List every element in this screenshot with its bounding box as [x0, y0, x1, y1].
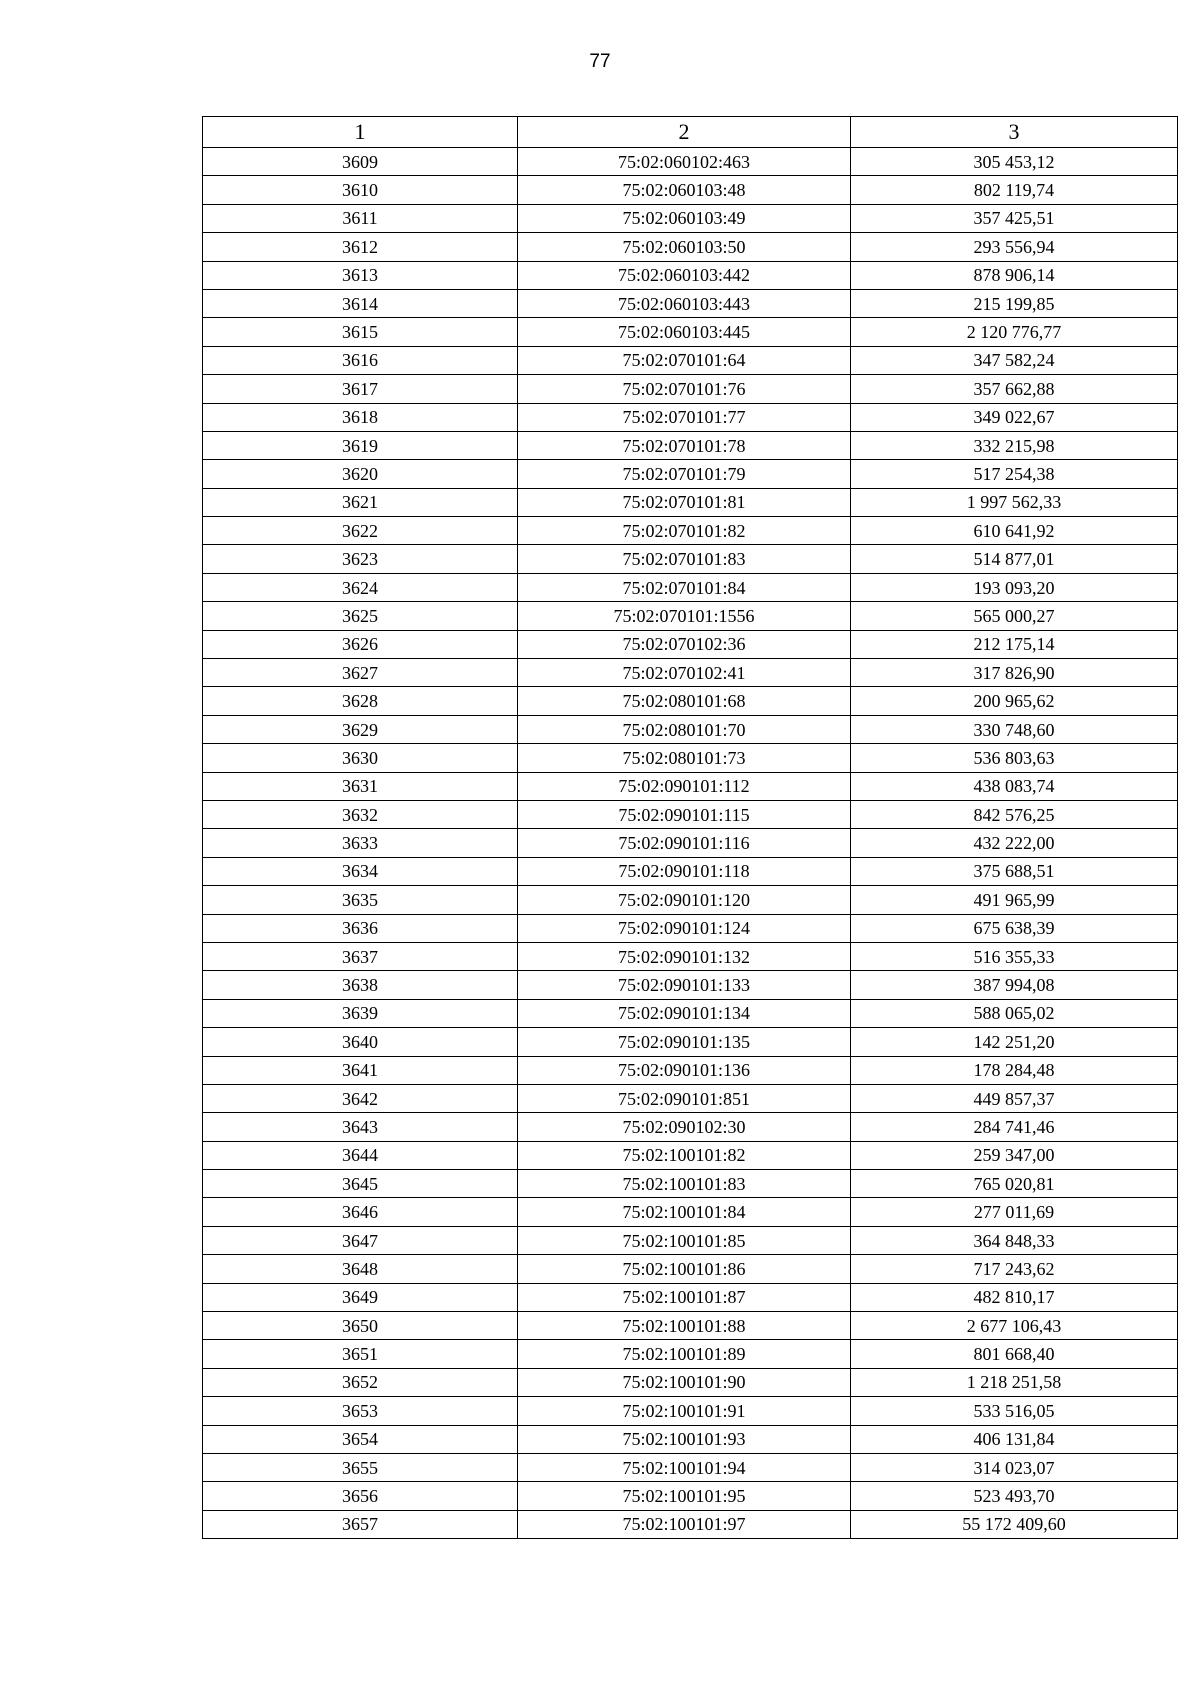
value-cell: 482 810,17 [851, 1283, 1178, 1311]
cadastral-number-cell: 75:02:070101:83 [518, 545, 851, 573]
cadastral-number-cell: 75:02:100101:90 [518, 1368, 851, 1396]
row-number-cell: 3645 [203, 1170, 518, 1198]
cadastral-number-cell: 75:02:070101:81 [518, 488, 851, 516]
table-body [203, 148, 1178, 1539]
table-row [203, 346, 1178, 374]
cadastral-number-cell: 75:02:100101:95 [518, 1482, 851, 1510]
value-cell: 432 222,00 [851, 829, 1178, 857]
table-row [203, 886, 1178, 914]
cadastral-number-cell: 75:02:100101:89 [518, 1340, 851, 1368]
value-cell: 765 020,81 [851, 1170, 1178, 1198]
value-cell: 212 175,14 [851, 630, 1178, 658]
value-cell: 878 906,14 [851, 261, 1178, 289]
row-number-cell: 3625 [203, 602, 518, 630]
table-row [203, 602, 1178, 630]
table-row [203, 1425, 1178, 1453]
table-row [203, 1312, 1178, 1340]
value-cell: 215 199,85 [851, 289, 1178, 317]
value-cell: 142 251,20 [851, 1028, 1178, 1056]
row-number-cell: 3626 [203, 630, 518, 658]
value-cell: 1 218 251,58 [851, 1368, 1178, 1396]
value-cell: 516 355,33 [851, 942, 1178, 970]
table-row [203, 460, 1178, 488]
row-number-cell: 3621 [203, 488, 518, 516]
table-row [203, 1028, 1178, 1056]
row-number-cell: 3630 [203, 744, 518, 772]
table-row [203, 204, 1178, 232]
cadastral-number-cell: 75:02:080101:68 [518, 687, 851, 715]
table-row [203, 1170, 1178, 1198]
table-row [203, 148, 1178, 176]
table-row [203, 233, 1178, 261]
table-row [203, 914, 1178, 942]
table-row [203, 261, 1178, 289]
cadastral-number-cell: 75:02:090101:132 [518, 942, 851, 970]
table-row [203, 431, 1178, 459]
table-row [203, 517, 1178, 545]
value-cell: 533 516,05 [851, 1397, 1178, 1425]
row-number-cell: 3640 [203, 1028, 518, 1056]
table-row [203, 403, 1178, 431]
cadastral-number-cell: 75:02:090101:136 [518, 1056, 851, 1084]
cadastral-number-cell: 75:02:090101:116 [518, 829, 851, 857]
cadastral-number-cell: 75:02:060103:443 [518, 289, 851, 317]
table-row [203, 800, 1178, 828]
cadastral-number-cell: 75:02:080101:70 [518, 715, 851, 743]
cadastral-number-cell: 75:02:070101:64 [518, 346, 851, 374]
table-row [203, 1368, 1178, 1396]
row-number-cell: 3639 [203, 999, 518, 1027]
cadastral-number-cell: 75:02:070101:82 [518, 517, 851, 545]
value-cell: 588 065,02 [851, 999, 1178, 1027]
value-cell: 565 000,27 [851, 602, 1178, 630]
cadastral-number-cell: 75:02:070101:84 [518, 573, 851, 601]
value-cell: 293 556,94 [851, 233, 1178, 261]
cadastral-number-cell: 75:02:070101:79 [518, 460, 851, 488]
cadastral-number-cell: 75:02:100101:84 [518, 1198, 851, 1226]
value-cell: 523 493,70 [851, 1482, 1178, 1510]
cadastral-number-cell: 75:02:060103:49 [518, 204, 851, 232]
row-number-cell: 3609 [203, 148, 518, 176]
cadastral-number-cell: 75:02:090101:120 [518, 886, 851, 914]
table-row [203, 1056, 1178, 1084]
value-cell: 193 093,20 [851, 573, 1178, 601]
value-cell: 347 582,24 [851, 346, 1178, 374]
row-number-cell: 3637 [203, 942, 518, 970]
table-row [203, 772, 1178, 800]
cadastral-number-cell: 75:02:100101:87 [518, 1283, 851, 1311]
row-number-cell: 3617 [203, 375, 518, 403]
value-cell: 2 120 776,77 [851, 318, 1178, 346]
cadastral-number-cell: 75:02:100101:83 [518, 1170, 851, 1198]
row-number-cell: 3650 [203, 1312, 518, 1340]
header-row [203, 117, 1178, 148]
row-number-cell: 3647 [203, 1226, 518, 1254]
cadastral-number-cell: 75:02:100101:85 [518, 1226, 851, 1254]
cadastral-number-cell: 75:02:090101:134 [518, 999, 851, 1027]
table-row [203, 1283, 1178, 1311]
cadastral-number-cell: 75:02:090101:135 [518, 1028, 851, 1056]
value-cell: 357 662,88 [851, 375, 1178, 403]
row-number-cell: 3620 [203, 460, 518, 488]
value-cell: 349 022,67 [851, 403, 1178, 431]
cadastral-number-cell: 75:02:060103:442 [518, 261, 851, 289]
cadastral-number-cell: 75:02:090102:30 [518, 1113, 851, 1141]
table-row [203, 573, 1178, 601]
row-number-cell: 3642 [203, 1084, 518, 1112]
cadastral-number-cell: 75:02:060103:445 [518, 318, 851, 346]
row-number-cell: 3652 [203, 1368, 518, 1396]
cadastral-number-cell: 75:02:100101:93 [518, 1425, 851, 1453]
row-number-cell: 3631 [203, 772, 518, 800]
cadastral-number-cell: 75:02:100101:97 [518, 1510, 851, 1538]
row-number-cell: 3638 [203, 971, 518, 999]
value-cell: 200 965,62 [851, 687, 1178, 715]
row-number-cell: 3628 [203, 687, 518, 715]
value-cell: 517 254,38 [851, 460, 1178, 488]
table-row [203, 488, 1178, 516]
table-row [203, 715, 1178, 743]
cadastral-number-cell: 75:02:060103:50 [518, 233, 851, 261]
row-number-cell: 3646 [203, 1198, 518, 1226]
row-number-cell: 3653 [203, 1397, 518, 1425]
row-number-cell: 3654 [203, 1425, 518, 1453]
row-number-cell: 3634 [203, 857, 518, 885]
cadastral-number-cell: 75:02:070102:41 [518, 659, 851, 687]
cadastral-number-cell: 75:02:070102:36 [518, 630, 851, 658]
table-row [203, 829, 1178, 857]
table-row [203, 630, 1178, 658]
table-row [203, 1510, 1178, 1538]
cadastral-number-cell: 75:02:080101:73 [518, 744, 851, 772]
cadastral-number-cell: 75:02:100101:82 [518, 1141, 851, 1169]
cadastral-number-cell: 75:02:090101:115 [518, 800, 851, 828]
cadastral-number-cell: 75:02:100101:91 [518, 1397, 851, 1425]
value-cell: 332 215,98 [851, 431, 1178, 459]
value-cell: 438 083,74 [851, 772, 1178, 800]
row-number-cell: 3636 [203, 914, 518, 942]
value-cell: 675 638,39 [851, 914, 1178, 942]
row-number-cell: 3615 [203, 318, 518, 346]
cadastral-number-cell: 75:02:060102:463 [518, 148, 851, 176]
table-row [203, 999, 1178, 1027]
cadastral-number-cell: 75:02:090101:118 [518, 857, 851, 885]
table-row [203, 318, 1178, 346]
cadastral-number-cell: 75:02:090101:851 [518, 1084, 851, 1112]
row-number-cell: 3648 [203, 1255, 518, 1283]
value-cell: 1 997 562,33 [851, 488, 1178, 516]
cadastral-number-cell: 75:02:070101:77 [518, 403, 851, 431]
table-row [203, 1084, 1178, 1112]
value-cell: 314 023,07 [851, 1453, 1178, 1481]
value-cell: 364 848,33 [851, 1226, 1178, 1254]
table-row [203, 942, 1178, 970]
row-number-cell: 3649 [203, 1283, 518, 1311]
cadastral-number-cell: 75:02:090101:112 [518, 772, 851, 800]
row-number-cell: 3616 [203, 346, 518, 374]
value-cell: 514 877,01 [851, 545, 1178, 573]
row-number-cell: 3613 [203, 261, 518, 289]
table-row [203, 1198, 1178, 1226]
row-number-cell: 3614 [203, 289, 518, 317]
table-row [203, 1453, 1178, 1481]
cadastral-number-cell: 75:02:070101:76 [518, 375, 851, 403]
cadastral-number-cell: 75:02:070101:78 [518, 431, 851, 459]
table-row [203, 1113, 1178, 1141]
row-number-cell: 3618 [203, 403, 518, 431]
cadastral-number-cell: 75:02:060103:48 [518, 176, 851, 204]
cadastral-number-cell: 75:02:090101:133 [518, 971, 851, 999]
row-number-cell: 3611 [203, 204, 518, 232]
data-table [202, 116, 1178, 1539]
value-cell: 178 284,48 [851, 1056, 1178, 1084]
table-row [203, 1397, 1178, 1425]
row-number-cell: 3656 [203, 1482, 518, 1510]
row-number-cell: 3651 [203, 1340, 518, 1368]
value-cell: 2 677 106,43 [851, 1312, 1178, 1340]
table-row [203, 687, 1178, 715]
row-number-cell: 3635 [203, 886, 518, 914]
row-number-cell: 3643 [203, 1113, 518, 1141]
row-number-cell: 3627 [203, 659, 518, 687]
table-row [203, 1255, 1178, 1283]
row-number-cell: 3641 [203, 1056, 518, 1084]
row-number-cell: 3619 [203, 431, 518, 459]
value-cell: 717 243,62 [851, 1255, 1178, 1283]
table-row [203, 1226, 1178, 1254]
cadastral-number-cell: 75:02:100101:86 [518, 1255, 851, 1283]
table-row [203, 857, 1178, 885]
page-number: 77 [589, 51, 611, 72]
row-number-cell: 3629 [203, 715, 518, 743]
value-cell: 277 011,69 [851, 1198, 1178, 1226]
cadastral-number-cell: 75:02:070101:1556 [518, 602, 851, 630]
value-cell: 801 668,40 [851, 1340, 1178, 1368]
row-number-cell: 3655 [203, 1453, 518, 1481]
value-cell: 259 347,00 [851, 1141, 1178, 1169]
value-cell: 491 965,99 [851, 886, 1178, 914]
table-row [203, 1482, 1178, 1510]
value-cell: 317 826,90 [851, 659, 1178, 687]
value-cell: 330 748,60 [851, 715, 1178, 743]
row-number-cell: 3622 [203, 517, 518, 545]
table-row [203, 545, 1178, 573]
table-row [203, 971, 1178, 999]
row-number-cell: 3632 [203, 800, 518, 828]
row-number-cell: 3623 [203, 545, 518, 573]
row-number-cell: 3624 [203, 573, 518, 601]
table-header [203, 117, 1178, 148]
value-cell: 536 803,63 [851, 744, 1178, 772]
row-number-cell: 3657 [203, 1510, 518, 1538]
row-number-cell: 3612 [203, 233, 518, 261]
cadastral-number-cell: 75:02:100101:88 [518, 1312, 851, 1340]
row-number-cell: 3633 [203, 829, 518, 857]
row-number-cell: 3610 [203, 176, 518, 204]
value-cell: 357 425,51 [851, 204, 1178, 232]
value-cell: 55 172 409,60 [851, 1510, 1178, 1538]
value-cell: 406 131,84 [851, 1425, 1178, 1453]
table-row [203, 744, 1178, 772]
column-header-3: 3 [851, 117, 1178, 148]
value-cell: 610 641,92 [851, 517, 1178, 545]
cadastral-number-cell: 75:02:090101:124 [518, 914, 851, 942]
value-cell: 375 688,51 [851, 857, 1178, 885]
table-row [203, 289, 1178, 317]
value-cell: 387 994,08 [851, 971, 1178, 999]
column-header-2: 2 [518, 117, 851, 148]
column-header-1: 1 [203, 117, 518, 148]
table-row [203, 1340, 1178, 1368]
cadastral-number-cell: 75:02:100101:94 [518, 1453, 851, 1481]
value-cell: 284 741,46 [851, 1113, 1178, 1141]
table-row [203, 176, 1178, 204]
table-row [203, 659, 1178, 687]
value-cell: 449 857,37 [851, 1084, 1178, 1112]
value-cell: 305 453,12 [851, 148, 1178, 176]
value-cell: 842 576,25 [851, 800, 1178, 828]
table-row [203, 375, 1178, 403]
row-number-cell: 3644 [203, 1141, 518, 1169]
value-cell: 802 119,74 [851, 176, 1178, 204]
table-row [203, 1141, 1178, 1169]
